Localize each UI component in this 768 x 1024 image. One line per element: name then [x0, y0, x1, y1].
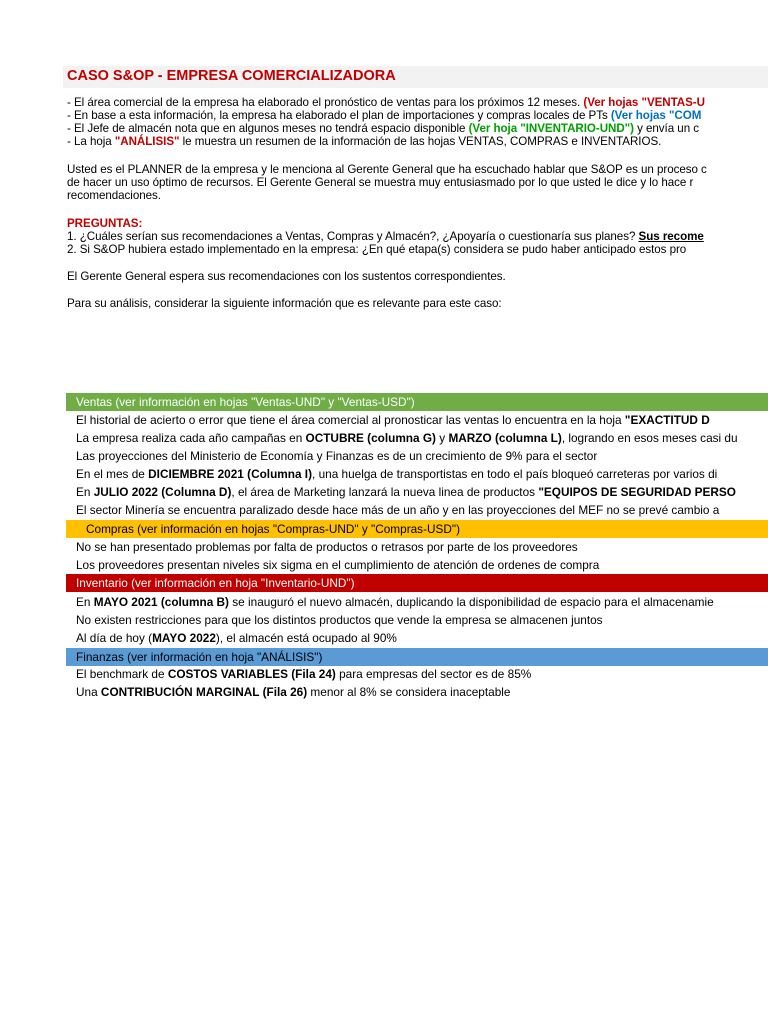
- question-emphasis: Sus recome: [638, 230, 704, 243]
- questions-heading: PREGUNTAS:: [67, 217, 143, 230]
- inventario-item-2: No existen restricciones para que los distintos productos que vende la empresa se almacenen juntos: [76, 613, 603, 627]
- item-text: y: [435, 431, 449, 445]
- finanzas-item-1: [76, 666, 531, 682]
- item-text: En: [76, 485, 94, 499]
- sheet-reference: (Ver hojas "COM: [610, 109, 702, 122]
- compras-item-2: Los proveedores presentan niveles six sigma en el cumplimiento de atención de ordenes de compra: [76, 558, 600, 572]
- inventario-item-1: [76, 594, 714, 610]
- section-header-inventario: Inventario (ver información en hoja "Inventario-UND"): [66, 574, 768, 592]
- intro-text: y envía un c: [633, 122, 700, 135]
- ventas-item-3: Las proyecciones del Ministerio de Economía y Finanzas es de un crecimiento de 9% para el sector: [76, 449, 598, 463]
- page-title: CASO S&OP - EMPRESA COMERCIALIZADORA: [67, 68, 396, 84]
- question-2: 2. Si S&OP hubiera estado implementado en la empresa: ¿En qué etapa(s) considera se pudo haber anticipado estos pro: [67, 243, 687, 256]
- item-text: se inauguró el nuevo almacén, duplicando la disponibilidad de espacio para el almacenamie: [229, 595, 714, 609]
- intro-line-1: [67, 96, 705, 110]
- section-header-finanzas: Finanzas (ver información en hoja "ANÁLISIS"): [66, 648, 768, 666]
- item-emphasis: MARZO (columna L): [448, 431, 562, 445]
- question-text: 1. ¿Cuáles serían sus recomendaciones a Ventas, Compras y Almacén?, ¿Apoyaría o cuestionaría sus planes?: [67, 230, 639, 243]
- item-text: para empresas del sector es de 85%: [335, 667, 532, 681]
- planner-line-3: recomendaciones.: [67, 189, 161, 202]
- item-emphasis: "EXACTITUD D: [624, 413, 710, 427]
- item-emphasis: COSTOS VARIABLES (Fila 24): [167, 667, 336, 681]
- ventas-item-2: [76, 430, 738, 446]
- item-text: , logrando en esos meses casi du: [561, 431, 738, 445]
- item-emphasis: OCTUBRE (columna G): [305, 431, 436, 445]
- sheet-reference: (Ver hoja "INVENTARIO-UND"): [468, 122, 634, 135]
- ventas-item-4: [76, 466, 717, 482]
- item-text: Al día de hoy (: [76, 631, 153, 645]
- item-emphasis: CONTRIBUCIÓN MARGINAL (Fila 26): [100, 685, 308, 699]
- intro-line-2: [67, 109, 701, 123]
- item-emphasis: JULIO 2022 (Columna D): [93, 485, 232, 499]
- intro-text: - El Jefe de almacén nota que en algunos meses no tendrá espacio disponible: [67, 122, 469, 135]
- item-text: En: [76, 595, 94, 609]
- ventas-item-5: [76, 484, 736, 500]
- intro-text: - La hoja: [67, 135, 115, 148]
- question-1: [67, 230, 704, 244]
- item-text: El benchmark de: [76, 667, 168, 681]
- item-emphasis: "EQUIPOS DE SEGURIDAD PERSO: [538, 485, 736, 499]
- item-text: Una: [76, 685, 101, 699]
- item-text: , el área de Marketing lanzará la nueva linea de productos: [231, 485, 539, 499]
- item-text: El historial de acierto o error que tiene el área comercial al pronosticar las ventas lo encuentra en la hoja: [76, 413, 625, 427]
- compras-item-1: No se han presentado problemas por falta de productos o retrasos por parte de los proveedores: [76, 540, 578, 554]
- sheet-reference: "ANÁLISIS": [114, 135, 180, 148]
- section-header-ventas: Ventas (ver información en hojas "Ventas-UND" y "Ventas-USD"): [66, 393, 768, 411]
- item-emphasis: MAYO 2021 (columna B): [93, 595, 229, 609]
- intro-line-3: [67, 122, 699, 136]
- item-text: La empresa realiza cada año campañas en: [76, 431, 306, 445]
- item-emphasis: MAYO 2022: [152, 631, 216, 645]
- intro-text: - En base a esta información, la empresa ha elaborado el plan de importaciones y compras locales de PTs: [67, 109, 611, 122]
- item-text: En el mes de: [76, 467, 149, 481]
- item-text: , una huelga de transportistas en todo el país bloqueó carreteras por varios di: [312, 467, 718, 481]
- ventas-item-6: El sector Minería se encuentra paralizado desde hace más de un año y en las proyecciones del MEF no se prevé cambio a: [76, 503, 720, 517]
- planner-line-1: Usted es el PLANNER de la empresa y le menciona al Gerente General que ha escuchado hablar que S&OP es un proceso c: [67, 163, 707, 176]
- sheet-reference: (Ver hojas "VENTAS-U: [583, 96, 705, 109]
- intro-line-4: [67, 135, 661, 149]
- item-text: menor al 8% se considera inaceptable: [307, 685, 511, 699]
- analisis-text: Para su análisis, considerar la siguiente información que es relevante para este caso:: [67, 297, 502, 310]
- item-text: ), el almacén está ocupado al 90%: [215, 631, 397, 645]
- intro-text: - El área comercial de la empresa ha elaborado el pronóstico de ventas para los próximos 12 meses.: [67, 96, 584, 109]
- finanzas-item-2: [76, 684, 510, 700]
- gerente-text: El Gerente General espera sus recomendaciones con los sustentos correspondientes.: [67, 270, 506, 283]
- item-emphasis: DICIEMBRE 2021 (Columna I): [148, 467, 313, 481]
- inventario-item-3: [76, 630, 397, 646]
- section-header-compras: Compras (ver información en hojas "Compras-UND" y "Compras-USD"): [66, 520, 768, 538]
- intro-text: le muestra un resumen de la información de las hojas VENTAS, COMPRAS e INVENTARIOS.: [179, 135, 662, 148]
- ventas-item-1: [76, 412, 710, 428]
- planner-line-2: de hacer un uso óptimo de recursos. El Gerente General se muestra muy entusiasmado por lo que usted le dice y lo hace r: [67, 176, 694, 189]
